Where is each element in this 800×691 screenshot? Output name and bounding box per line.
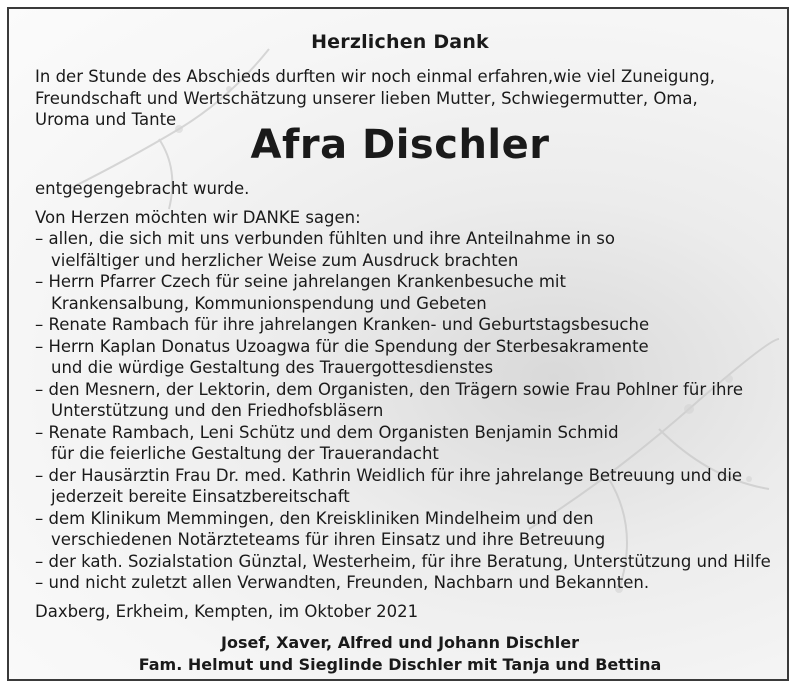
thanks-intro: Von Herzen möchten wir DANKE sagen: (35, 207, 361, 227)
notice-frame (7, 7, 789, 681)
thanks-item (35, 336, 785, 379)
thanks-item (35, 422, 785, 465)
thanks-item-line: – den Mesnern, der Lektorin, dem Organisten, den Trägern sowie Frau Pohlner für ihre (35, 379, 744, 399)
thanks-item-line: – Herrn Kaplan Donatus Uzoagwa für die Spendung der Sterbesakramente (35, 336, 649, 356)
thanks-item-continuation: Krankensalbung, Kommunionspendung und Gebeten (51, 293, 487, 313)
intro-line: Uroma und Tante (35, 110, 177, 129)
thanks-item (35, 551, 785, 573)
thanks-item (35, 379, 785, 422)
thanks-item-line: – und nicht zuletzt allen Verwandten, Freunden, Nachbarn und Bekannten. (35, 573, 650, 592)
thanks-item (35, 465, 785, 508)
thanks-item-continuation: und die würdige Gestaltung des Trauergottesdienstes (51, 358, 494, 377)
thanks-item-line: – Herrn Pfarrer Czech für seine jahrelangen Krankenbesuche mit (35, 272, 566, 291)
thanks-section (35, 178, 785, 594)
signer-line: Fam. Helmut und Sieglinde Dischler mit Tanja und Bettina (138, 654, 662, 674)
thanks-item-line: – Renate Rambach für ihre jahrelangen Kranken- und Geburtstagsbesuche (35, 315, 650, 334)
signers (9, 632, 789, 675)
thanks-item-line: – Renate Rambach, Leni Schütz und dem Organisten Benjamin Schmid (35, 422, 619, 442)
signer-line: Josef, Xaver, Alfred und Johann Dischler (221, 633, 579, 652)
deceased-name: Afra Dischler (250, 122, 550, 168)
thanks-item-line: – der Hausärztin Frau Dr. med. Kathrin Weidlich für ihre jahrelange Betreuung und die (35, 465, 743, 485)
thanks-item (35, 271, 785, 314)
intro-text (35, 66, 775, 131)
thanks-item (35, 228, 785, 271)
thanks-item-line: – dem Klinikum Memmingen, den Kreiskliniken Mindelheim und den (35, 508, 594, 528)
heading: Herzlichen Dank (311, 31, 489, 53)
thanks-item-line: – allen, die sich mit uns verbunden fühlten und ihre Anteilnahme in so (35, 229, 615, 248)
thanks-item-continuation: vielfältiger und herzlicher Weise zum Ausdruck brachten (51, 250, 519, 270)
thanks-item (35, 572, 785, 594)
thanks-item-line: – der kath. Sozialstation Günztal, Westerheim, für ihre Beratung, Unterstützung und Hilfe (35, 551, 771, 571)
thanks-item-continuation: jederzeit bereite Einsatzbereitschaft (51, 487, 350, 506)
thanks-item-continuation: für die feierliche Gestaltung der Trauerandacht (51, 444, 439, 463)
place-date: Daxberg, Erkheim, Kempten, im Oktober 2021 (35, 602, 419, 621)
thanks-item (35, 508, 785, 551)
after-name-text: entgegengebracht wurde. (35, 179, 250, 198)
thanks-item-continuation: verschiedenen Notärzteteams für ihren Einsatz und ihre Betreuung (51, 530, 606, 549)
thanks-item (35, 314, 785, 336)
intro-line: In der Stunde des Abschieds durften wir noch einmal erfahren,wie viel Zuneigung, (35, 67, 716, 86)
thanks-item-continuation: Unterstützung und den Friedhofsbläsern (51, 401, 384, 420)
intro-line: Freundschaft und Wertschätzung unserer lieben Mutter, Schwiegermutter, Oma, (35, 88, 698, 108)
